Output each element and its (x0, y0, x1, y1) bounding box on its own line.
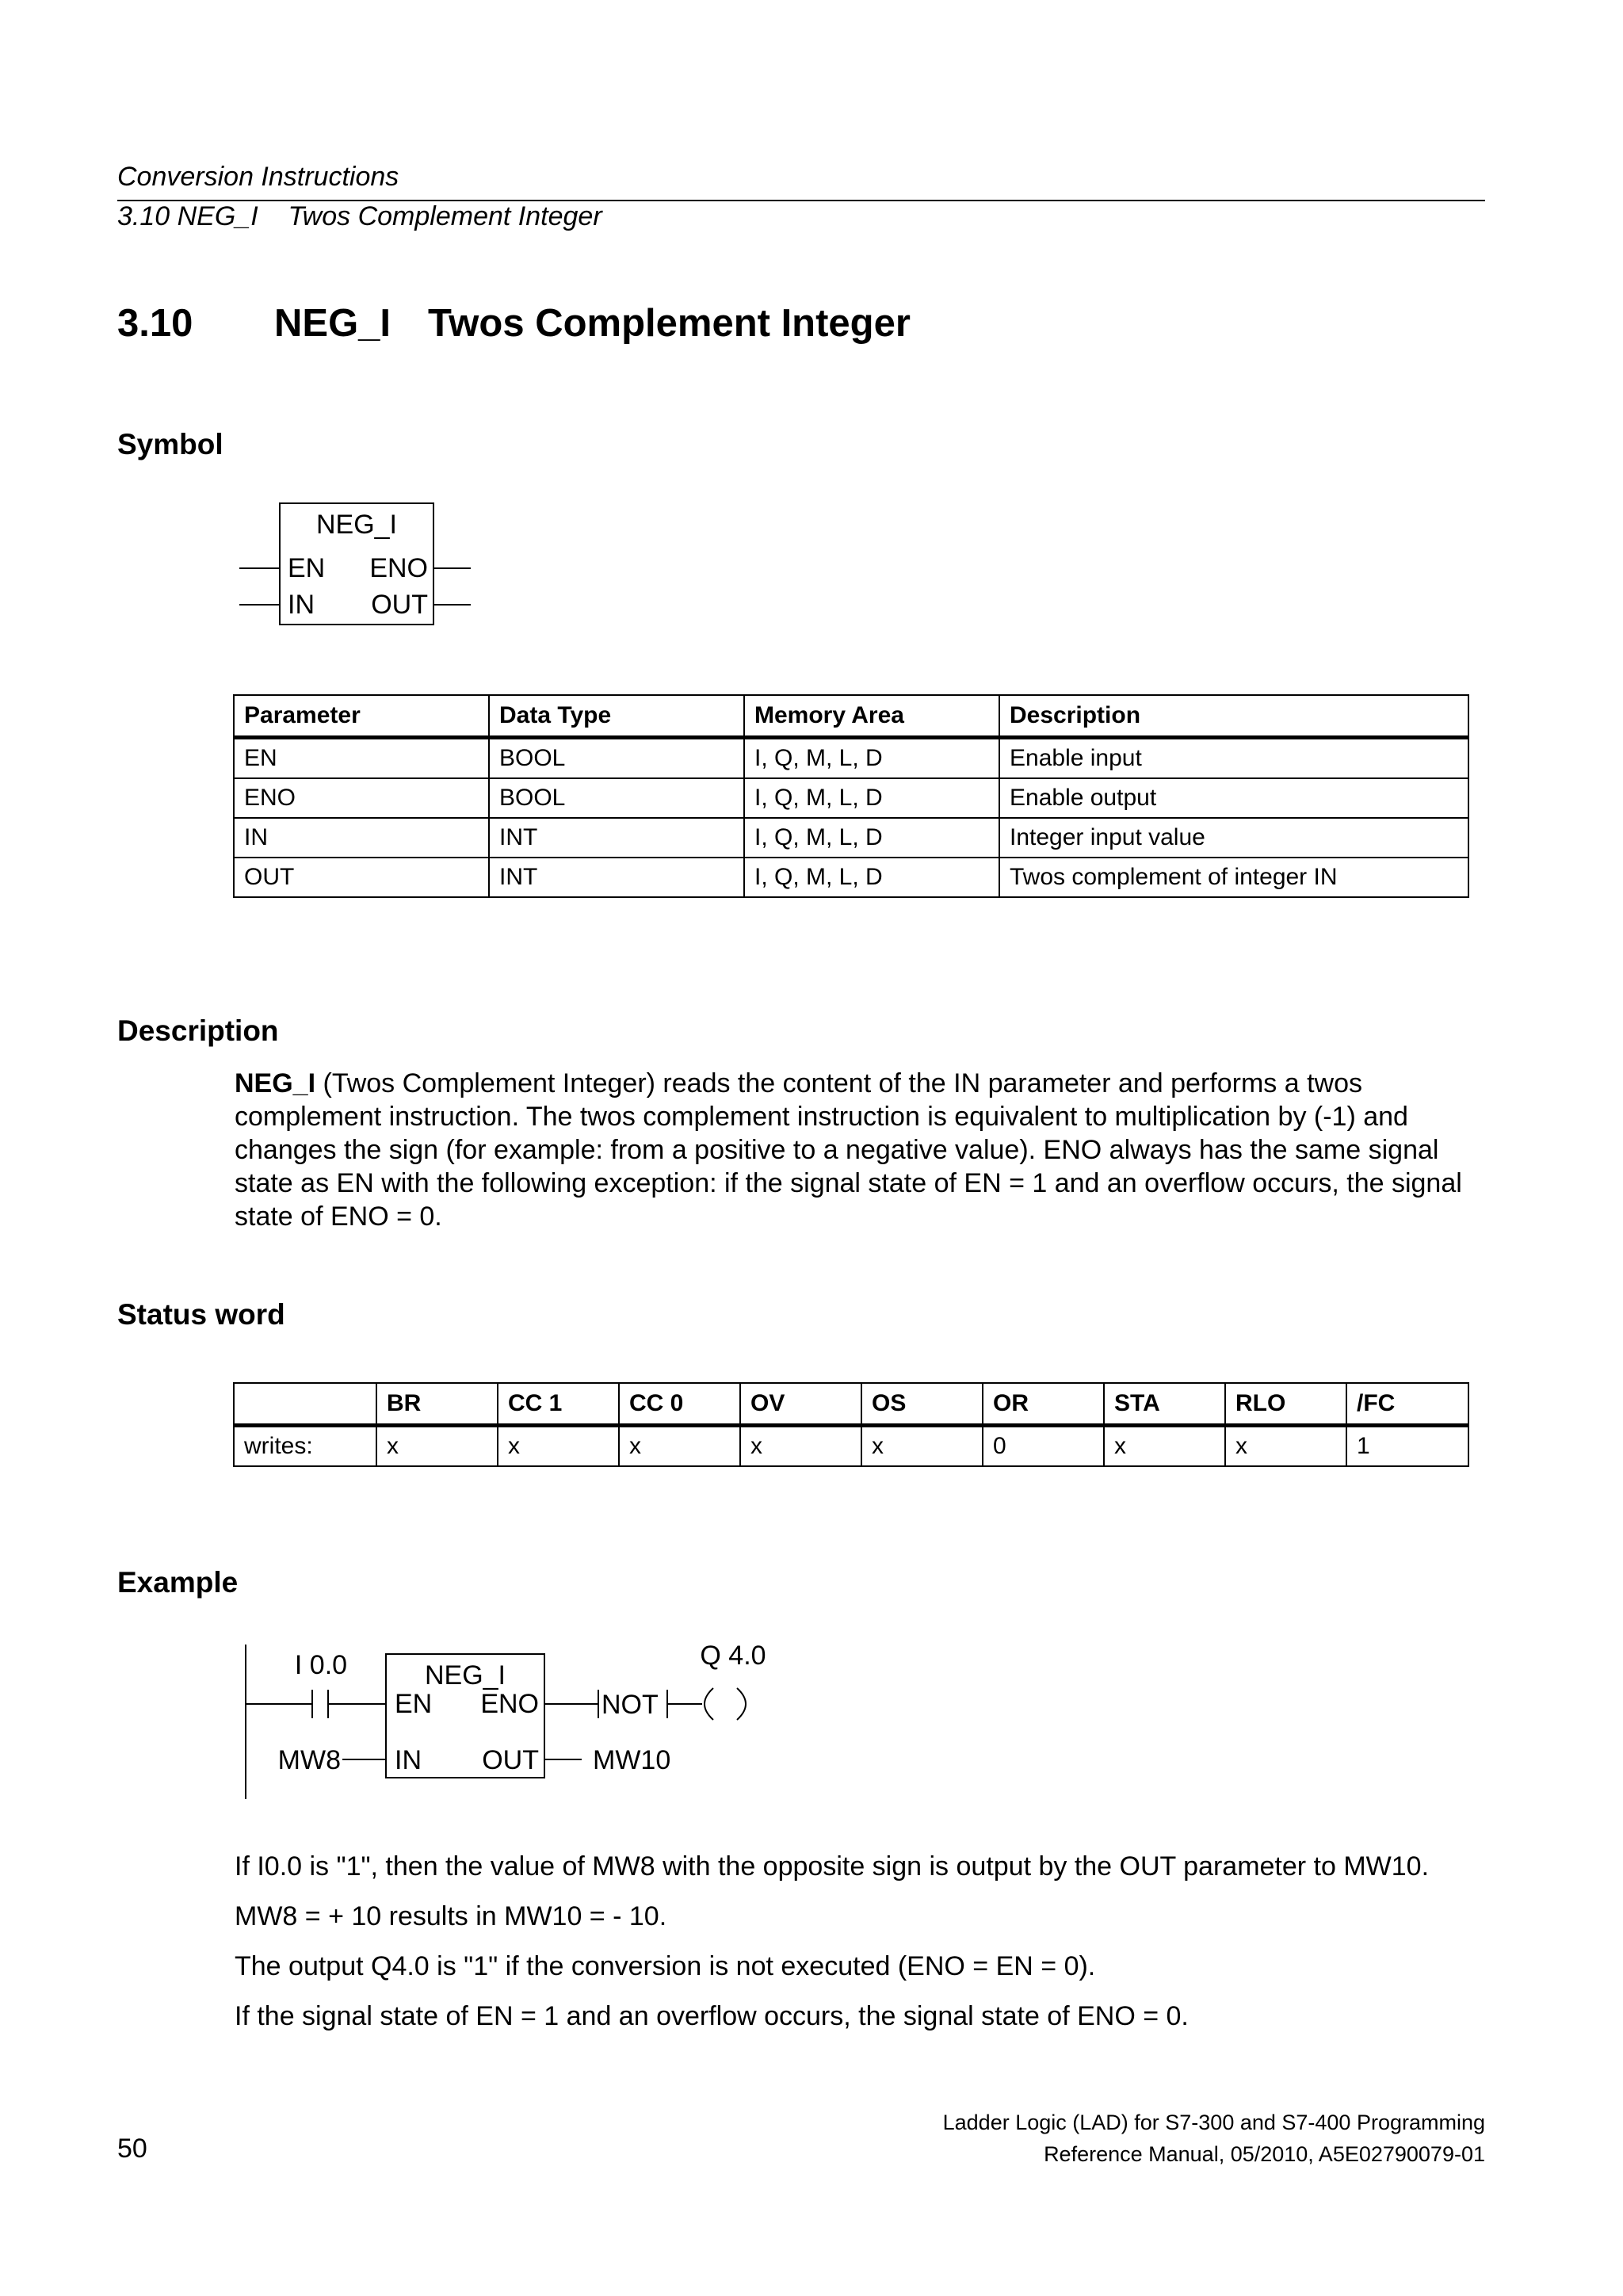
table-cell: INT (489, 858, 744, 897)
coil-address: Q 4.0 (700, 1641, 766, 1671)
column-header: BR (376, 1383, 498, 1426)
description-text: (Twos Complement Integer) reads the content of the IN parameter and performs a twos complement instruction. The twos complement instruction is equivalent to multiplication by (-1) and changes the sign (for example: from a positive to a negative value). ENO always has the same signal state as EN with the following exception: if the signal state of EN = 1 and an overflow occurs, the signal state of ENO = 0. (235, 1068, 1462, 1232)
table-cell: x (740, 1426, 861, 1467)
column-header: OV (740, 1383, 861, 1426)
footer-manual-reference: Reference Manual, 05/2010, A5E02790079-01 (1044, 2142, 1485, 2166)
column-header (234, 1383, 376, 1426)
running-header-section: 3.10 NEG_I Twos Complement Integer (117, 201, 602, 231)
table-cell: 1 (1346, 1426, 1468, 1467)
table-cell: EN (234, 738, 489, 779)
table-cell: BOOL (489, 778, 744, 818)
symbol-diagram (230, 491, 483, 634)
example-pin-eno: ENO (480, 1689, 539, 1719)
example-out-operand: MW10 (593, 1745, 671, 1775)
symbol-pin-in: IN (288, 590, 315, 620)
description-bold-lead: NEG_I (235, 1068, 316, 1098)
table-cell: x (1225, 1426, 1346, 1467)
contact-address: I 0.0 (294, 1650, 348, 1680)
column-header: CC 0 (619, 1383, 740, 1426)
column-header: OS (861, 1383, 983, 1426)
column-header: CC 1 (498, 1383, 619, 1426)
table-cell: BOOL (489, 738, 744, 779)
table-row (234, 1426, 1468, 1467)
column-header: RLO (1225, 1383, 1346, 1426)
symbol-block-name: NEG_I (315, 510, 398, 540)
table-cell: x (619, 1426, 740, 1467)
footer-manual-title: Ladder Logic (LAD) for S7-300 and S7-400 Programming (942, 2111, 1485, 2134)
table-row (234, 858, 1468, 897)
table-cell: Twos complement of integer IN (999, 858, 1468, 897)
column-header: Memory Area (744, 695, 999, 738)
example-in-operand: MW8 (277, 1745, 341, 1775)
table-cell: I, Q, M, L, D (744, 818, 999, 858)
coil-right-arc (737, 1688, 746, 1720)
status-word-table (233, 1382, 1469, 1467)
table-cell: x (861, 1426, 983, 1467)
example-paragraph-4: If the signal state of EN = 1 and an overflow occurs, the signal state of ENO = 0. (235, 2001, 1189, 2031)
example-heading: Example (117, 1566, 239, 1599)
table-cell: I, Q, M, L, D (744, 738, 999, 779)
table-cell: Enable input (999, 738, 1468, 779)
example-paragraph-3: The output Q4.0 is "1" if the conversion is not executed (ENO = EN = 0). (235, 1951, 1096, 1981)
column-header: OR (983, 1383, 1104, 1426)
table-cell: Integer input value (999, 818, 1468, 858)
table-cell: ENO (234, 778, 489, 818)
table-cell: writes: (234, 1426, 376, 1467)
page-number: 50 (117, 2134, 147, 2164)
column-header: Parameter (234, 695, 489, 738)
table-cell: I, Q, M, L, D (744, 858, 999, 897)
symbol-pin-eno: ENO (369, 553, 428, 583)
description-paragraph (235, 1067, 1487, 1233)
column-header: Description (999, 695, 1468, 738)
table-cell: 0 (983, 1426, 1104, 1467)
not-label: NOT (601, 1690, 659, 1720)
example-paragraph-1: If I0.0 is "1", then the value of MW8 with the opposite sign is output by the OUT parameter to MW10. (235, 1851, 1430, 1881)
example-pin-en: EN (395, 1689, 433, 1719)
coil-left-arc (705, 1688, 713, 1720)
description-heading: Description (117, 1014, 279, 1047)
table-cell: OUT (234, 858, 489, 897)
table-header-row (234, 1383, 1468, 1426)
parameter-table (233, 694, 1469, 898)
table-cell: x (498, 1426, 619, 1467)
column-header: STA (1104, 1383, 1225, 1426)
section-title-text: Twos Complement Integer (428, 302, 911, 345)
running-header-chapter: Conversion Instructions (117, 162, 399, 192)
symbol-heading: Symbol (117, 428, 223, 460)
status-word-heading: Status word (117, 1298, 285, 1331)
page-title (117, 301, 911, 346)
table-row (234, 738, 1468, 779)
ladder-example-diagram (230, 1633, 800, 1807)
table-row (234, 818, 1468, 858)
example-paragraph-2: MW8 = + 10 results in MW10 = - 10. (235, 1901, 667, 1931)
example-pin-out: OUT (482, 1745, 539, 1775)
table-header-row (234, 695, 1468, 738)
table-cell: x (376, 1426, 498, 1467)
example-pin-in: IN (395, 1745, 422, 1775)
instruction-name: NEG_I (274, 302, 391, 345)
symbol-pin-out: OUT (371, 590, 428, 620)
symbol-pin-en: EN (288, 553, 326, 583)
table-cell: Enable output (999, 778, 1468, 818)
section-number: 3.10 (117, 302, 193, 345)
table-cell: x (1104, 1426, 1225, 1467)
table-row (234, 778, 1468, 818)
example-block-name: NEG_I (424, 1660, 506, 1690)
column-header: Data Type (489, 695, 744, 738)
table-cell: INT (489, 818, 744, 858)
table-cell: I, Q, M, L, D (744, 778, 999, 818)
table-cell: IN (234, 818, 489, 858)
column-header: /FC (1346, 1383, 1468, 1426)
